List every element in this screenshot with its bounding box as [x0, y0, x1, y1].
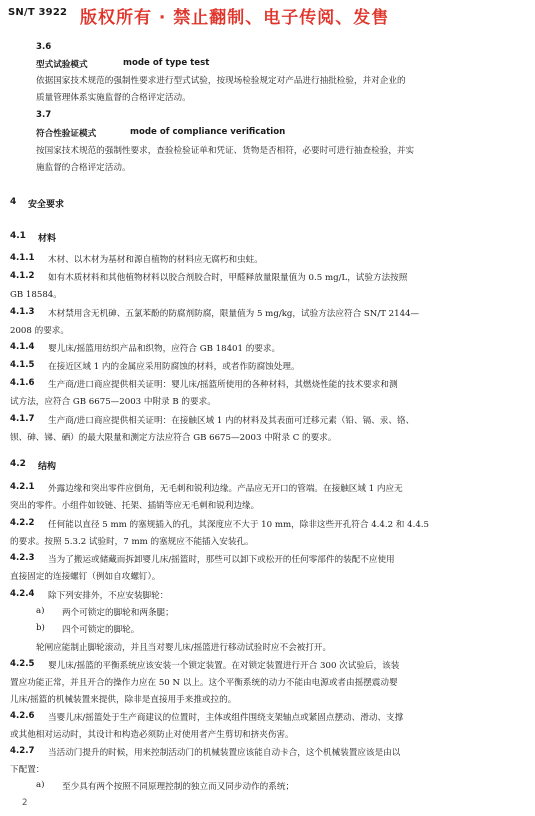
definition-text: 按国家技术规范的强制性要求，查验检验证单和凭证、货物是否相符，必要时可进行抽查检验，并实 [36, 146, 415, 156]
definition-text: 质量管理体系实施监督的合格评定活动。 [36, 93, 191, 103]
list-item: 至少具有两个按照不同原理控制的独立而又同步动作的系统； [62, 782, 295, 792]
list-marker: a) [36, 780, 45, 790]
clause-number: 4.1.7 [10, 414, 35, 424]
section-number: 4.2 [10, 459, 26, 469]
term-en: mode of type test [123, 58, 210, 68]
clause-number: 4.2.1 [10, 482, 35, 492]
definition-text: 施监督的合格评定活动。 [36, 163, 131, 173]
section-title: 安全要求 [28, 200, 65, 210]
clause-text: 除下列安排外，不应安装脚轮： [48, 591, 169, 601]
clause-number: 4.1.1 [10, 253, 35, 263]
section-title: 结构 [38, 462, 57, 472]
definition-text: 依据国家技术规范的强制性要求进行型式试验，按现场检验规定对产品进行抽批检验，并对企业的 [36, 76, 406, 86]
clause-text: 当婴儿床/摇篮处于生产商建议的位置时，主体或组件围绕支架轴点或紧固点摆动、滑动、支撑 [48, 713, 404, 723]
clause-text: 突出的零件。小组件如铰链、托架、插销等应无毛刺和锐利边缘。 [10, 501, 260, 511]
list-marker: a) [36, 606, 45, 616]
clause-number: 4.2.4 [10, 589, 35, 599]
clause-number: 4.1.2 [10, 271, 35, 281]
clause-number: 4.2.7 [10, 746, 35, 756]
clause-text: 置应功能正常，并且开合的操作力应在 50 N 以上。这个平衡系统的动力不能由电源或者由摇摆震动婴 [10, 678, 398, 688]
section-number: 4.1 [10, 231, 26, 241]
clause-text: 当为了搬运或储藏而拆卸婴儿床/摇篮时，那些可以卸下或松开的任何零部件的装配不应使用 [48, 555, 395, 565]
clause-number: 4.1.5 [10, 360, 35, 370]
clause-text: 木材、以木材为基材和源自植物的材料应无腐朽和虫蛀。 [48, 255, 263, 265]
clause-text: 木材禁用含无机砷、五氯苯酚的防腐剂防腐，限量值为 5 mg/kg，试验方法应符合 SN/T 2144— [48, 309, 420, 319]
clause-number: 4.1.4 [10, 342, 35, 352]
clause-number: 3.7 [36, 110, 52, 120]
clause-text: 轮闸应能制止脚轮滚动，并且当对婴儿床/摇篮进行移动试验时应不会被打开。 [36, 643, 332, 653]
section-number: 4 [10, 197, 17, 207]
clause-text: 2008 的要求。 [10, 326, 69, 336]
clause-text: 外露边缘和突出零件应倒角，无毛刺和锐利边缘。产品应无开口的管端。在接触区域 1 内应无 [48, 484, 403, 494]
clause-text: 或其他相对运动时，其设计和构造必须防止对使用者产生剪切和挤夹伤害。 [10, 730, 294, 740]
clause-text: 婴儿床/摇篮的平衡系统应该安装一个锁定装置。在对锁定装置进行开合 300 次试验后，该装 [48, 661, 400, 671]
list-item: 两个可锁定的脚轮和两条腿； [62, 608, 174, 618]
clause-text: 如有木质材料和其他植物材料以胶合剂胶合时，甲醛释放量限量值为 0.5 mg/L，试验方法按照 [48, 273, 408, 283]
list-marker: b) [36, 623, 45, 633]
clause-text: 下配置： [10, 765, 45, 775]
copyright-watermark: 版权所有 · 禁止翻制、电子传阅、发售 [80, 8, 390, 28]
clause-text: 钡、砷、锑、硒）的最大限量和测定方法应符合 GB 6675—2003 中附录 C 的要求。 [10, 433, 337, 443]
clause-text: 的要求。按照 5.3.2 试验时，7 mm 的塞规应不能插入安装孔。 [10, 537, 254, 547]
term-cn: 符合性验证模式 [36, 129, 97, 139]
page-number: 2 [22, 798, 28, 808]
clause-number: 4.1.3 [10, 307, 35, 317]
clause-text: 儿床/摇篮的机械装置来提供，除非是直接用手来推或拉的。 [10, 695, 237, 705]
list-item: 四个可锁定的脚轮。 [62, 625, 140, 635]
clause-text: GB 18584。 [10, 290, 62, 300]
term-cn: 型式试验模式 [36, 60, 88, 70]
clause-number: 4.2.5 [10, 659, 35, 669]
clause-number: 4.2.3 [10, 553, 35, 563]
clause-text: 当活动门提升的时候，用来控制活动门的机械装置应该能自动卡合，这个机械装置应该是由以 [48, 748, 401, 758]
clause-text: 婴儿床/摇篮用纺织产品和织物，应符合 GB 18401 的要求。 [48, 344, 281, 354]
standard-number: SN/T 3922 [8, 7, 68, 18]
clause-text: 生产商/进口商应提供相关证明：婴儿床/摇篮所使用的各种材料，其燃烧性能的技术要求和测 [48, 380, 398, 390]
term-en: mode of compliance verification [130, 127, 286, 137]
clause-number: 3.6 [36, 42, 52, 52]
clause-text: 直接固定的连接螺钉（例如自攻螺钉）。 [10, 572, 161, 582]
section-title: 材料 [38, 234, 57, 244]
clause-number: 4.2.2 [10, 518, 35, 528]
clause-text: 试方法，应符合 GB 6675—2003 中附录 B 的要求。 [10, 397, 216, 407]
clause-number: 4.2.6 [10, 711, 35, 721]
clause-number: 4.1.6 [10, 378, 35, 388]
clause-text: 任何能以直径 5 mm 的塞规插入的孔，其深度应不大于 10 mm，除非这些开孔符合 4.4.2 和 4.4.5 [48, 520, 429, 530]
clause-text: 生产商/进口商应提供相关证明：在接触区域 1 内的材料及其表面可迁移元素（铅、镉、汞、铬、 [48, 416, 415, 426]
clause-text: 在接近区域 1 内的金属应采用防腐蚀的材料，或者作防腐蚀处理。 [48, 362, 300, 372]
